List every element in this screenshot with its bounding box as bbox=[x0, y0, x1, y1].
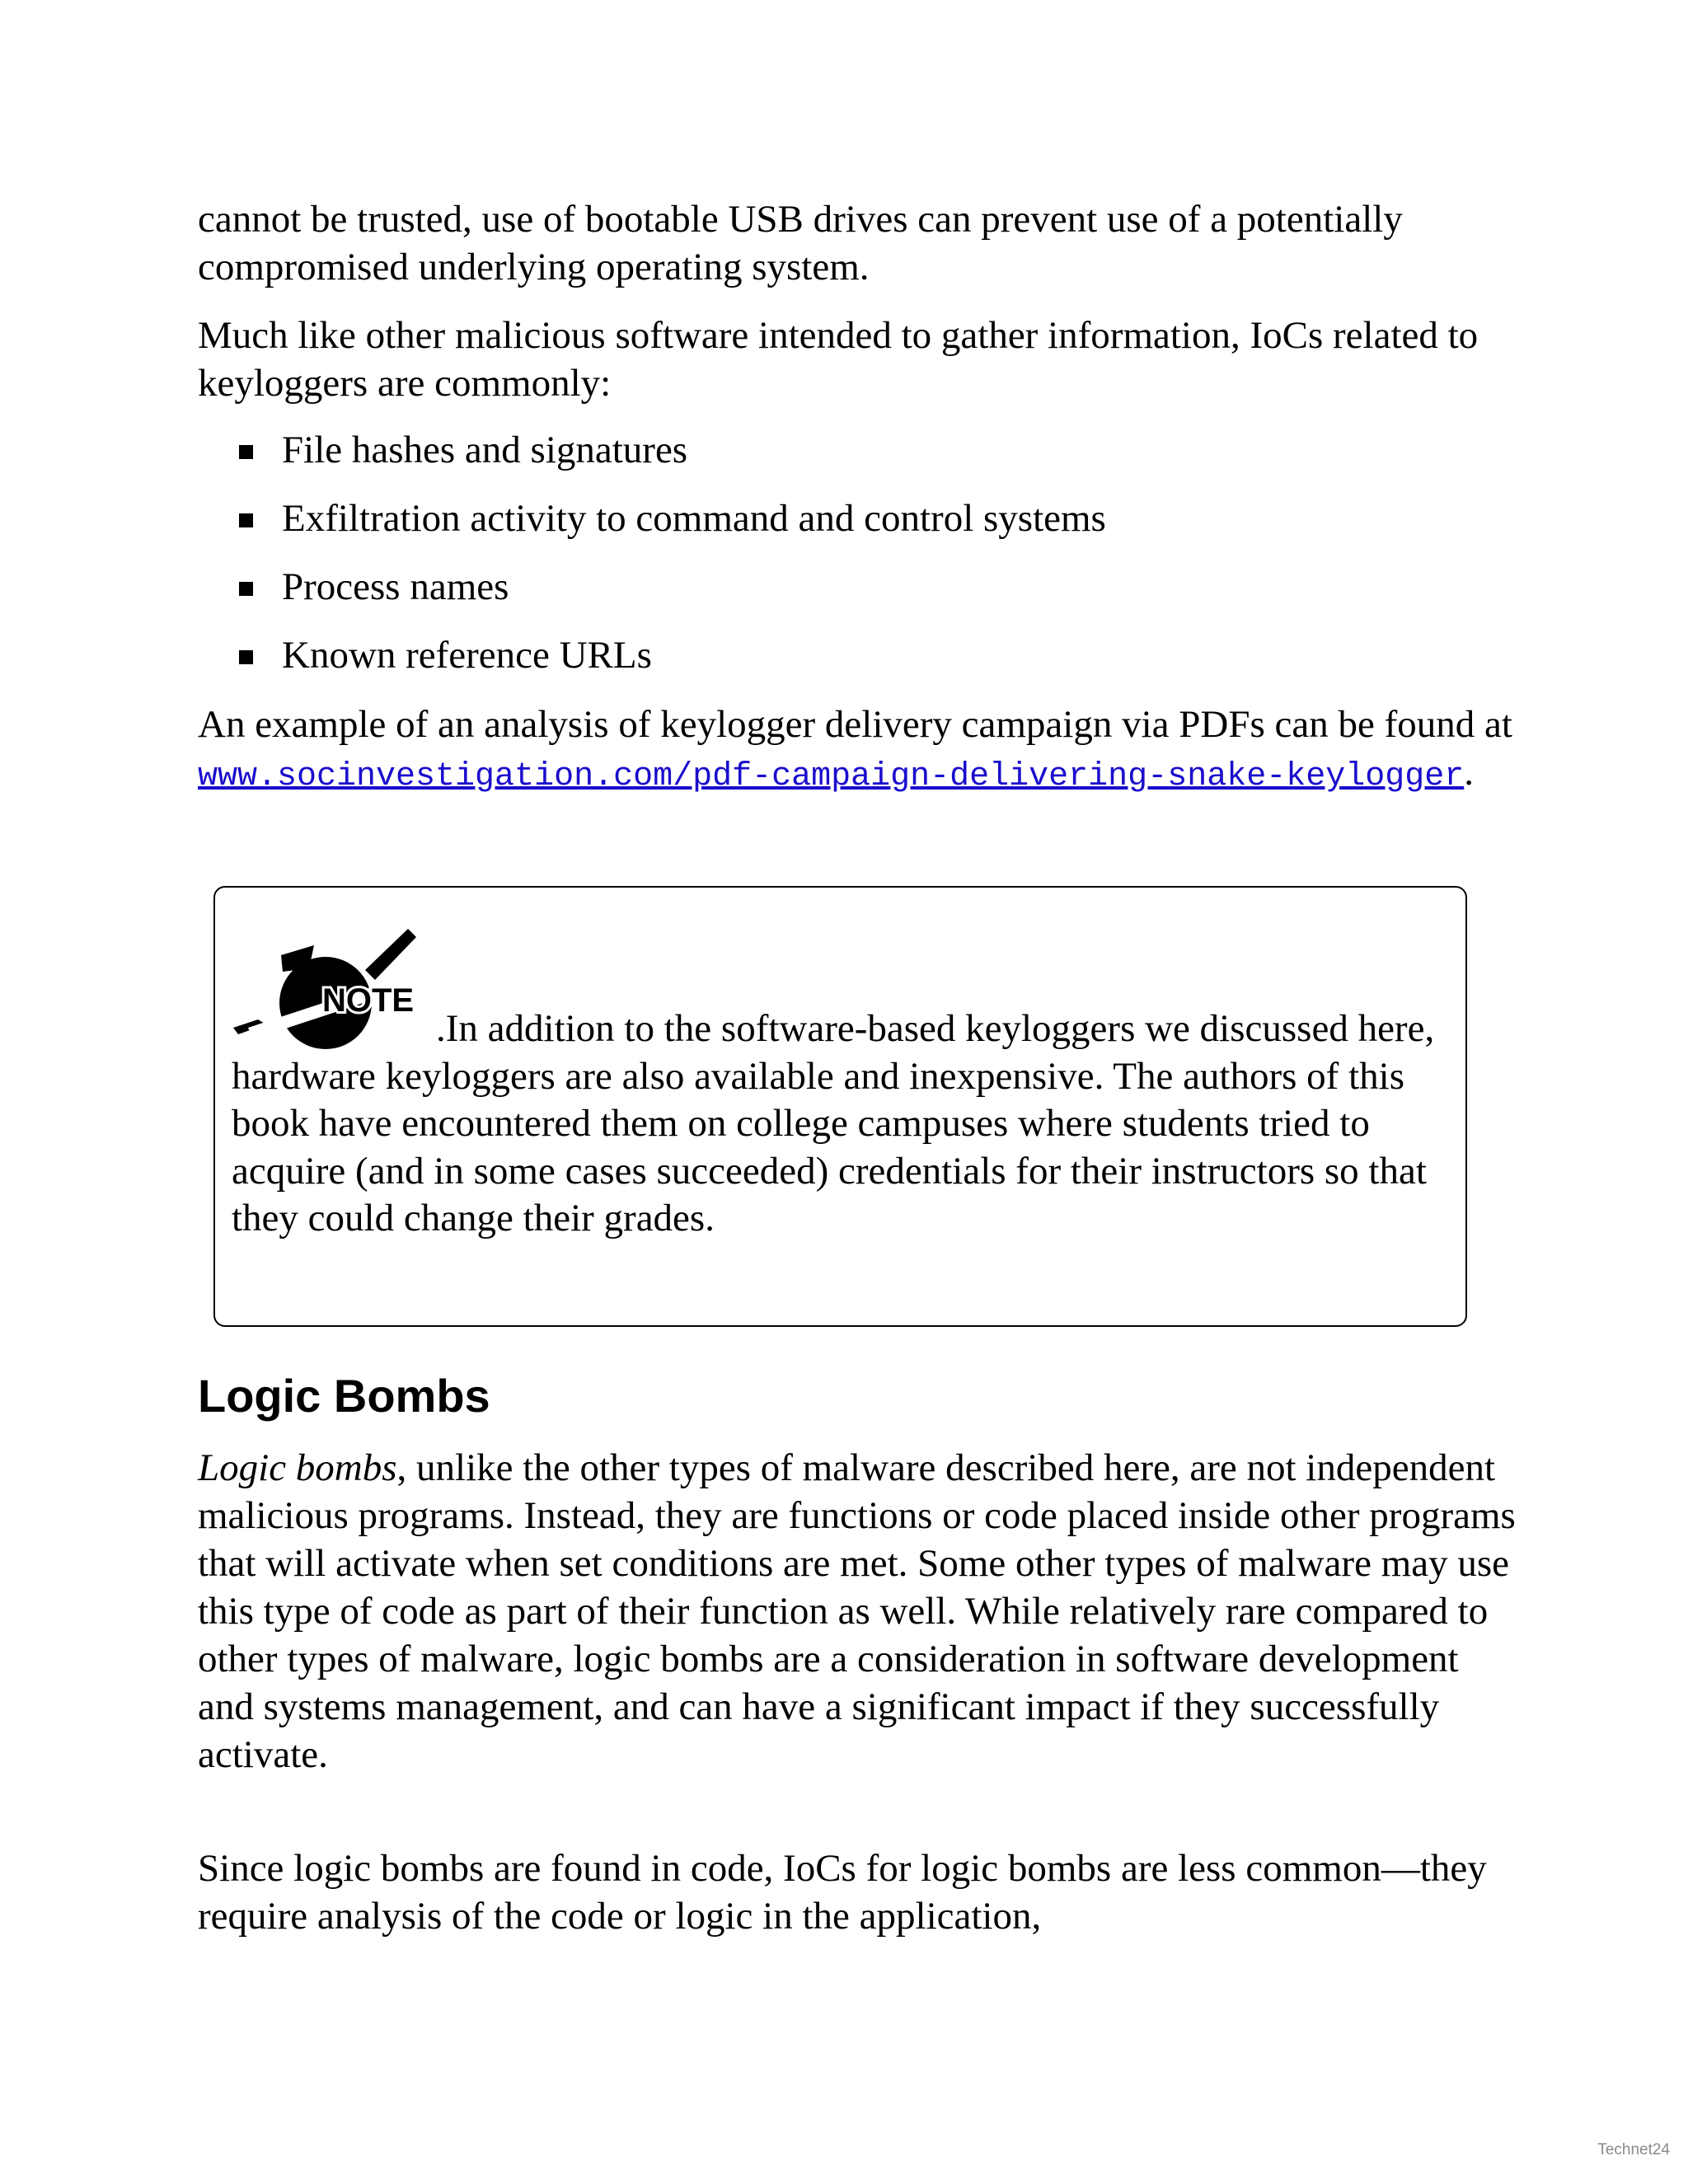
paragraph-campaign-example bbox=[198, 701, 1517, 801]
note-text bbox=[232, 1005, 1456, 1243]
paragraph-logic-bombs-definition bbox=[198, 1444, 1517, 1779]
section-heading: Logic Bombs bbox=[198, 1370, 490, 1422]
paragraph-text: An example of an analysis of keylogger delivery campaign via PDFs can be found at bbox=[198, 703, 1512, 746]
paragraph-punctuation: . bbox=[1464, 751, 1474, 794]
list-item bbox=[198, 426, 1517, 474]
square-bullet-icon bbox=[239, 650, 253, 664]
footer-watermark: Technet24 bbox=[1597, 2141, 1670, 2158]
list-item-text: Known reference URLs bbox=[282, 634, 652, 677]
note-body: .In addition to the software-based keyloggers we discussed here, hardware keyloggers are also available and inexpensive. The authors of this book have encountered them on college campuses where students tried to acquire (and in some cases succeeded) credentials for their instructors so that they could change their grades. bbox=[232, 1007, 1435, 1240]
list-item-text: File hashes and signatures bbox=[282, 429, 688, 471]
paragraph-usb-drives: cannot be trusted, use of bootable USB drives can prevent use of a potentially compromised underlying operating system. bbox=[198, 198, 1403, 288]
square-bullet-icon bbox=[239, 445, 253, 459]
list-item bbox=[198, 494, 1517, 542]
campaign-url-link[interactable]: www.socinvestigation.com/pdf-campaign-delivering-snake-keylogger bbox=[198, 758, 1465, 795]
list-item bbox=[198, 563, 1517, 611]
square-bullet-icon bbox=[239, 513, 253, 527]
note-callout bbox=[213, 886, 1467, 1327]
square-bullet-icon bbox=[239, 582, 253, 596]
list-item-text: Exfiltration activity to command and control systems bbox=[282, 497, 1106, 540]
list-item bbox=[198, 631, 1517, 679]
paragraph-ioc-intro: Much like other malicious software intended to gather information, IoCs related to keyloggers are commonly: bbox=[198, 314, 1479, 405]
paragraph-text: , unlike the other types of malware described here, are not independent malicious programs. Instead, they are functions or code placed inside other programs that will activate when set conditions are met. Some other types of malware may use this type of code as part of their function as well. While relatively rare compared to other types of malware, logic bombs are a consideration in software development and systems management, and can have a significant impact if they successfully activate. bbox=[198, 1446, 1516, 1776]
note-icon-label: NOTE bbox=[322, 982, 415, 1019]
paragraph-logic-bombs-iocs: Since logic bombs are found in code, IoCs for logic bombs are less common—they require analysis of the code or logic in the application, bbox=[198, 1847, 1487, 1938]
ioc-bullet-list bbox=[198, 426, 1517, 700]
list-item-text: Process names bbox=[282, 565, 509, 608]
defined-term: Logic bombs bbox=[198, 1446, 397, 1489]
